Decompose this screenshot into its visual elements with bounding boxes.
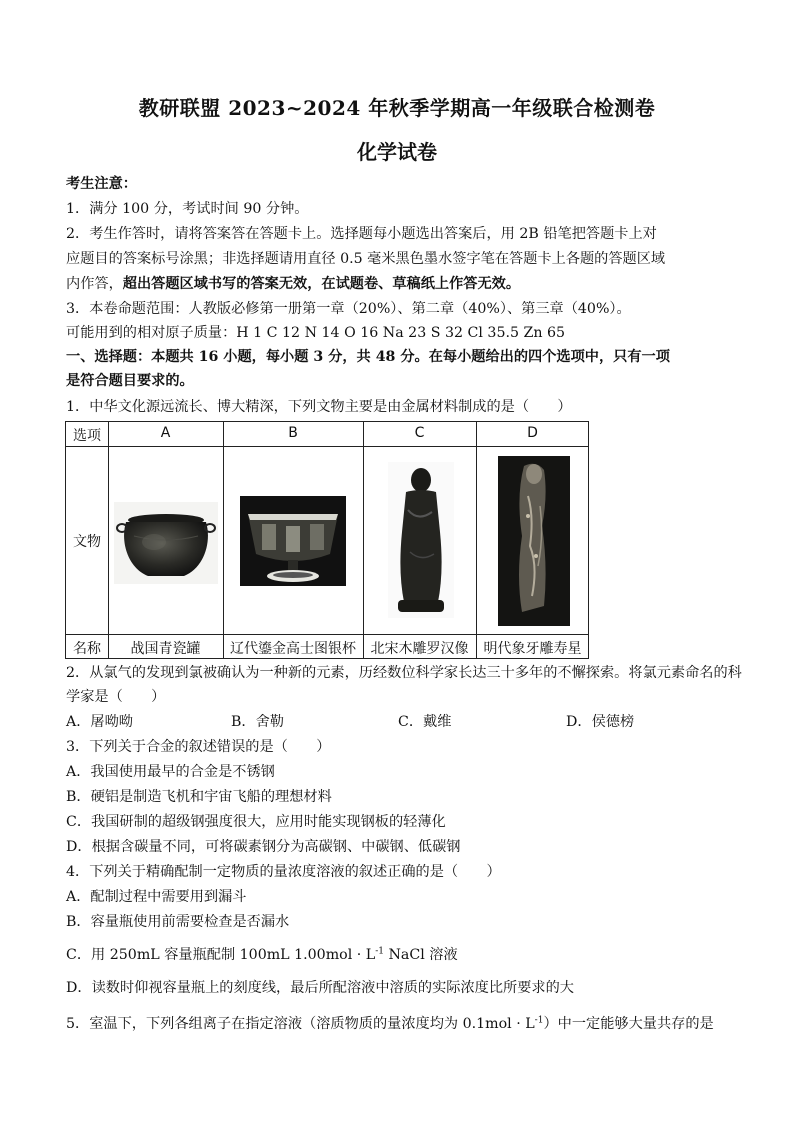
atomic-mass-line: 可能用到的相对原子质量：H 1 C 12 N 14 O 16 Na 23 S 32 Cl 35.5 Zn 65	[66, 325, 566, 341]
q4-stem: 4．下列关于精确配制一定物质的量浓度溶液的叙述正确的是（ ）	[66, 864, 501, 880]
q2-stem-b: 学家是（ ）	[66, 689, 166, 705]
q5-stem-text: 5．室温下，下列各组离子在指定溶液（溶质物质的量浓度均为 0.1mol · L	[66, 1016, 535, 1032]
notice-line-2a: 2．考生作答时，请将答案答在答题卡上。选择题每小题选出答案后，用 2B 铅笔把答题卡上对	[66, 226, 657, 242]
table-col-d: D	[527, 425, 538, 441]
notice-line-2b: 应题目的答案标号涂黑；非选择题请用直径 0.5 毫米黑色墨水签字笔在答题卡上各题的答题区域	[66, 251, 666, 267]
q5-stem-tail: ）中一定能够大量共存的是	[543, 1016, 714, 1032]
q4-option-c-solute: NaCl 溶液	[383, 947, 458, 963]
ivory-figure-image	[498, 456, 570, 626]
q1-table	[65, 421, 589, 659]
q2-option-d: D．侯德榜	[566, 714, 635, 730]
q5-stem	[66, 1013, 736, 1035]
q3-option-b: B．硬铝是制造飞机和宇宙飞船的理想材料	[66, 789, 332, 805]
q1-stem: 1．中华文化源远流长、博大精深，下列文物主要是由金属材料制成的是（ ）	[66, 399, 572, 415]
silver-cup-image	[240, 496, 346, 586]
exam-subtitle: 化学试卷	[357, 140, 437, 164]
q2-stem-a: 2．从氯气的发现到氯被确认为一种新的元素，历经数位科学家长达三十多年的不懈探索。将氯元素命名的科	[66, 665, 742, 681]
notice-line-3: 3．本卷命题范围：人教版必修第一册第一章（20%）、第二章（40%）、第三章（40%）。	[66, 301, 631, 317]
table-col-b: B	[288, 425, 298, 441]
table-col-c: C	[414, 425, 425, 441]
q4-option-c-text: C．用 250mL 容量瓶配制 100mL 1.00mol · L	[66, 947, 376, 963]
artifact-name-b: 辽代鎏金高士图银杯	[230, 641, 356, 657]
notice-line-2c-plain: 内作答，	[66, 276, 123, 292]
table-col-a: A	[160, 425, 171, 441]
q5-stem-exponent: -1	[534, 1015, 544, 1026]
notice-line-2c	[66, 273, 736, 295]
q2-option-a: A．屠呦呦	[66, 714, 133, 730]
bronze-jar-image	[114, 502, 218, 584]
q4-option-c-exponent: -1	[375, 946, 384, 957]
q4-option-a: A．配制过程中需要用到漏斗	[66, 889, 247, 905]
wooden-arhat-image	[388, 462, 454, 618]
q2-option-b: B．舍勒	[231, 714, 284, 730]
table-row-label-name: 名称	[73, 641, 101, 657]
q3-option-c: C．我国研制的超级钢强度很大，应用时能实现钢板的轻薄化	[66, 814, 446, 830]
section1-heading-2: 是符合题目要求的。	[66, 373, 194, 389]
q3-option-d: D．根据含碳量不同，可将碳素钢分为高碳钢、中碳钢、低碳钢	[66, 839, 461, 855]
artifact-name-a: 战国青瓷罐	[130, 641, 201, 657]
q3-stem: 3．下列关于合金的叙述错误的是（ ）	[66, 739, 331, 755]
artifact-name-c: 北宋木雕罗汉像	[370, 641, 469, 657]
q3-option-a: A．我国使用最早的合金是不锈钢	[66, 764, 275, 780]
q2-option-c: C．戴维	[398, 714, 452, 730]
q4-option-d: D．读数时仰视容量瓶上的刻度线，最后所配溶液中溶质的实际浓度比所要求的大	[66, 980, 574, 996]
notice-heading: 考生注意：	[66, 176, 137, 192]
q4-option-c	[66, 944, 736, 966]
exam-title: 教研联盟 2023~2024 年秋季学期高一年级联合检测卷	[138, 96, 656, 120]
table-header-label: 选项	[73, 428, 101, 444]
artifact-name-d: 明代象牙雕寿星	[483, 641, 582, 657]
table-row-label-artifact: 文物	[73, 534, 101, 550]
notice-line-2c-bold: 超出答题区域书写的答案无效，在试题卷、草稿纸上作答无效。	[122, 276, 521, 292]
q4-option-b: B．容量瓶使用前需要检查是否漏水	[66, 914, 290, 930]
section1-heading-1: 一、选择题：本题共 16 小题，每小题 3 分，共 48 分。在每小题给出的四个选项中，只有一项	[66, 349, 670, 365]
notice-line-1: 1．满分 100 分，考试时间 90 分钟。	[66, 201, 309, 217]
